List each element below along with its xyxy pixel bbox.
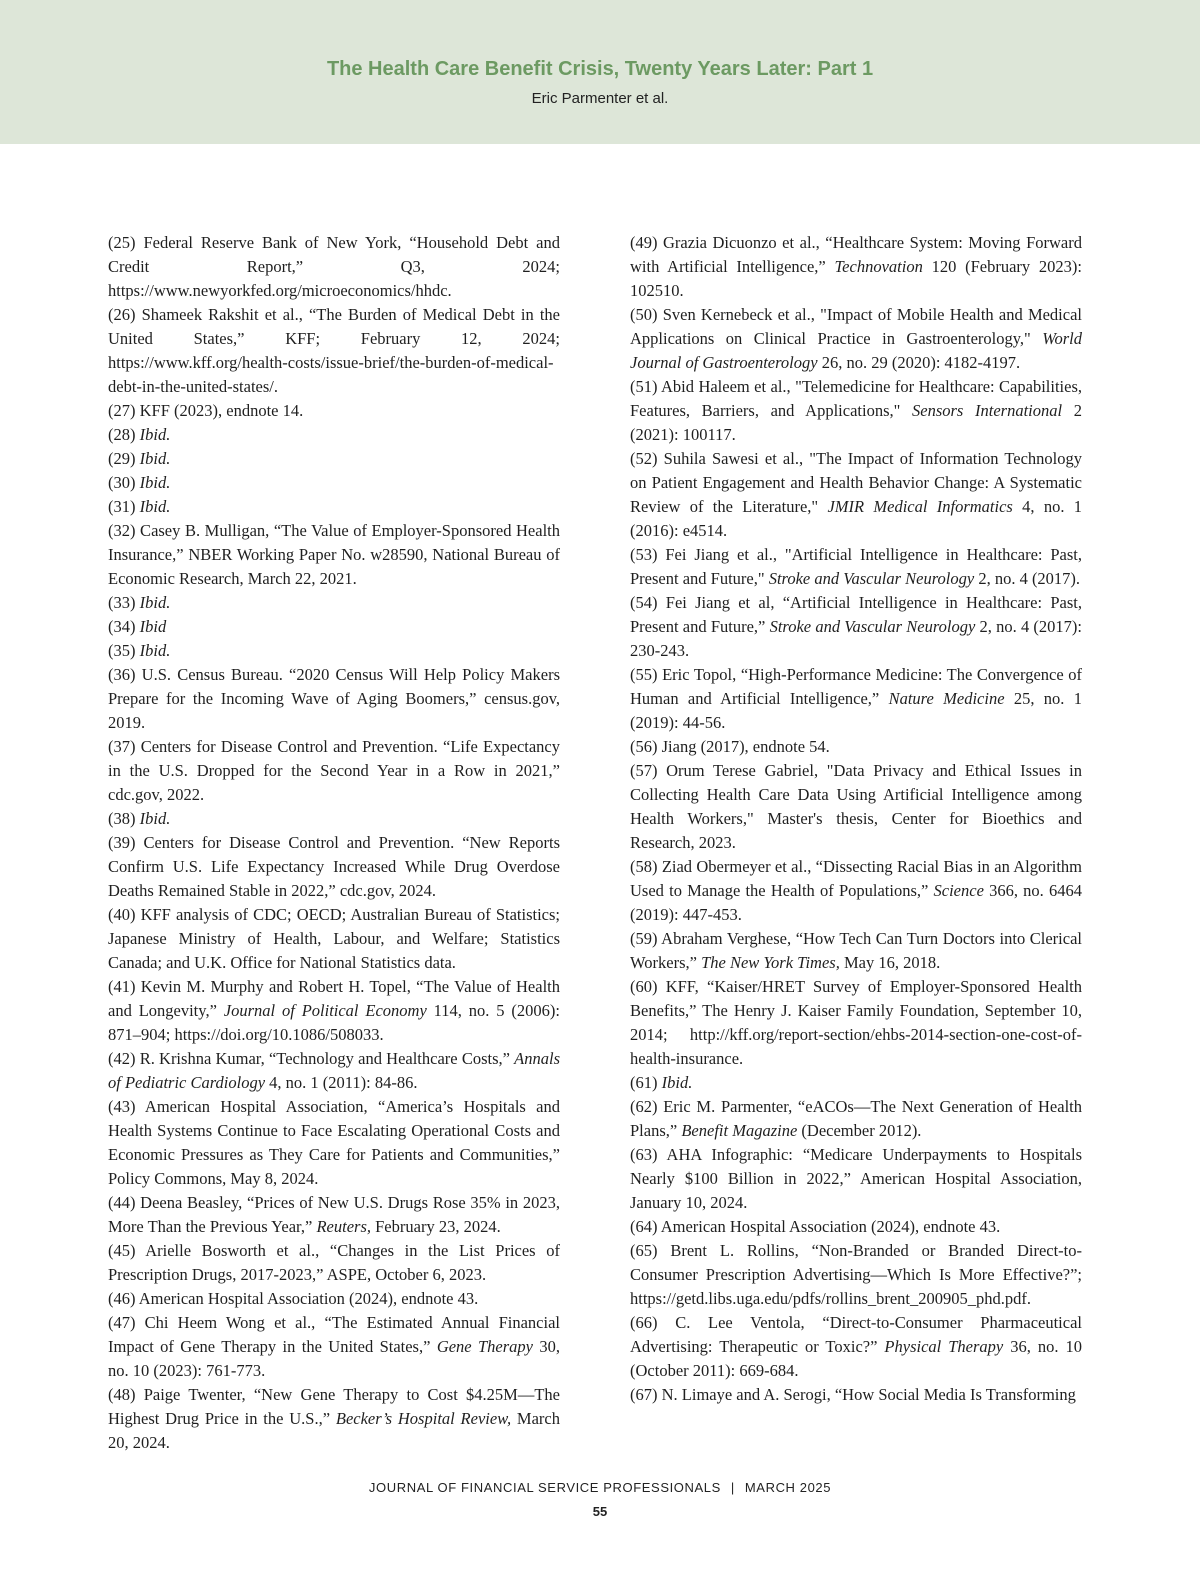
endnote: (38) Ibid. (108, 809, 171, 828)
endnote-italic: Technovation (834, 257, 923, 276)
endnote: (53) Fei Jiang et al., "Artificial Intelligence in Healthcare: Past, Present and Future," Stroke and Vascular Neurology 2, no. 4 (2017). (630, 545, 1082, 588)
endnote: (64) American Hospital Association (2024), endnote 43. (630, 1217, 1001, 1236)
endnote: (26) Shameek Rakshit et al., “The Burden of Medical Debt in the United States,” KFF; February 12, 2024; https://www.kff.org/health-costs/issue-brief/the-burden-of-medical-debt-in-the-united-states/. (108, 305, 560, 396)
endnote-italic: Ibid. (139, 473, 171, 492)
endnote: (51) Abid Haleem et al., "Telemedicine for Healthcare: Capabilities, Features, Barriers, and Applications," Sensors International 2 (2021): 100117. (630, 377, 1082, 444)
endnote: (46) American Hospital Association (2024), endnote 43. (108, 1289, 479, 1308)
endnote: (45) Arielle Bosworth et al., “Changes in the List Prices of Prescription Drugs, 2017-2023,” ASPE, October 6, 2023. (108, 1241, 560, 1284)
endnote: (59) Abraham Verghese, “How Tech Can Turn Doctors into Clerical Workers,” The New York Times, May 16, 2018. (630, 929, 1082, 972)
page-header (0, 0, 1200, 144)
issue-date: MARCH 2025 (744, 1480, 832, 1495)
endnote: (35) Ibid. (108, 641, 171, 660)
endnote: (66) C. Lee Ventola, “Direct-to-Consumer Pharmaceutical Advertising: Therapeutic or Toxic?” Physical Therapy 36, no. 10 (October 2011): 669-684. (630, 1313, 1082, 1380)
endnote-italic: The New York Times, (701, 953, 840, 972)
endnote: (42) R. Krishna Kumar, “Technology and Healthcare Costs,” Annals of Pediatric Cardiology 4, no. 1 (2011): 84-86. (108, 1049, 560, 1092)
endnote-italic: Journal of Political Economy (223, 1001, 427, 1020)
endnote: (37) Centers for Disease Control and Prevention. “Life Expectancy in the U.S. Dropped for the Second Year in a Row in 2021,” cdc.gov, 2022. (108, 737, 560, 804)
endnote-italic: Annals of Pediatric Cardiology (108, 1049, 560, 1092)
endnote-italic: Stroke and Vascular Neurology (769, 617, 976, 636)
endnote-italic: Benefit Magazine (681, 1121, 798, 1140)
endnote: (63) AHA Infographic: “Medicare Underpayments to Hospitals Nearly $100 Billion in 2022,” American Hospital Association, January 10, 2024. (630, 1145, 1082, 1212)
endnote-italic: JMIR Medical Informatics (827, 497, 1013, 516)
endnote: (48) Paige Twenter, “New Gene Therapy to Cost $4.25M—The Highest Drug Price in the U.S.,” Becker’s Hospital Review, March 20, 2024. (108, 1385, 560, 1452)
endnote: (43) American Hospital Association, “America’s Hospitals and Health Systems Continue to Face Escalating Operational Costs and Economic Pressures as They Care for Patients and Communities,” Policy Commons, May 8, 2024. (108, 1097, 560, 1188)
endnote: (33) Ibid. (108, 593, 171, 612)
endnote: (34) Ibid (108, 617, 167, 636)
endnote-italic: Ibid. (139, 449, 171, 468)
article-title: The Health Care Benefit Crisis, Twenty Years Later: Part 1 (326, 58, 874, 80)
page-number: 55 (592, 1504, 608, 1519)
endnote: (54) Fei Jiang et al, “Artificial Intelligence in Healthcare: Past, Present and Future,” Stroke and Vascular Neurology 2, no. 4 (2017): 230-243. (630, 593, 1082, 660)
footer-separator: | (730, 1480, 735, 1495)
endnote: (41) Kevin M. Murphy and Robert H. Topel, “The Value of Health and Longevity,” Journal of Political Economy 114, no. 5 (2006): 871–904; https://doi.org/10.1086/508033. (108, 977, 560, 1044)
endnote-italic: Science (933, 881, 984, 900)
endnote-italic: Physical Therapy (884, 1337, 1004, 1356)
endnote: (67) N. Limaye and A. Serogi, “How Social Media Is Transforming (630, 1385, 1076, 1404)
endnote: (40) KFF analysis of CDC; OECD; Australian Bureau of Statistics; Japanese Ministry of Health, Labour, and Welfare; Statistics Canada; and U.K. Office for National Statistics data. (108, 905, 560, 972)
endnote: (52) Suhila Sawesi et al., "The Impact of Information Technology on Patient Engagement and Health Behavior Change: A Systematic Review of the Literature," JMIR Medical Informatics 4, no. 1 (2016): e4514. (630, 449, 1083, 540)
endnote-italic: World Journal of Gastroenterology (630, 329, 1082, 372)
endnote: (31) Ibid. (108, 497, 171, 516)
endnote: (28) Ibid. (108, 425, 171, 444)
endnote: (60) KFF, “Kaiser/HRET Survey of Employer-Sponsored Health Benefits,” The Henry J. Kaiser Family Foundation, September 10, 2014; http://kff.org/report-section/ehbs-2014-section-one-cost-of-health-insurance. (630, 977, 1082, 1068)
endnote: (55) Eric Topol, “High-Performance Medicine: The Convergence of Human and Artificial Intelligence,” Nature Medicine 25, no. 1 (2019): 44-56. (630, 665, 1083, 732)
endnote: (32) Casey B. Mulligan, “The Value of Employer-Sponsored Health Insurance,” NBER Working Paper No. w28590, National Bureau of Economic Research, March 22, 2021. (108, 521, 560, 588)
endnote: (47) Chi Heem Wong et al., “The Estimated Annual Financial Impact of Gene Therapy in the United States,” Gene Therapy 30, no. 10 (2023): 761-773. (108, 1313, 560, 1380)
endnote: (29) Ibid. (108, 449, 171, 468)
endnote: (65) Brent L. Rollins, “Non-Branded or Branded Direct-to-Consumer Prescription Advertising—Which Is More Effective?”; https://getd.libs.uga.edu/pdfs/rollins_brent_200905_phd.pdf. (630, 1241, 1082, 1308)
endnote-italic: Sensors International (912, 401, 1063, 420)
endnote: (57) Orum Terese Gabriel, "Data Privacy and Ethical Issues in Collecting Health Care Data Using Artificial Intelligence among Health Workers," Master's thesis, Center for Bioethics and Research, 2023. (630, 761, 1082, 852)
endnote-italic: Ibid. (139, 809, 171, 828)
endnote: (27) KFF (2023), endnote 14. (108, 401, 304, 420)
endnote: (44) Deena Beasley, “Prices of New U.S. Drugs Rose 35% in 2023, More Than the Previous Year,” Reuters, February 23, 2024. (108, 1193, 560, 1236)
endnote-italic: Nature Medicine (888, 689, 1005, 708)
endnotes-right-column (630, 231, 1082, 1407)
endnote: (61) Ibid. (630, 1073, 693, 1092)
endnote: (50) Sven Kernebeck et al., "Impact of Mobile Health and Medical Applications on Clinical Practice in Gastroenterology," World Journal of Gastroenterology 26, no. 29 (2020): 4182-4197. (630, 305, 1082, 372)
endnotes-left-column (108, 231, 560, 1455)
endnote-italic: Stroke and Vascular Neurology (768, 569, 975, 588)
endnote-italic: Ibid. (661, 1073, 693, 1092)
endnote: (39) Centers for Disease Control and Prevention. “New Reports Confirm U.S. Life Expectancy Increased While Drug Overdose Deaths Remained Stable in 2022,” cdc.gov, 2024. (108, 833, 560, 900)
endnote: (30) Ibid. (108, 473, 171, 492)
endnote: (49) Grazia Dicuonzo et al., “Healthcare System: Moving Forward with Artificial Intelligence,” Technovation 120 (February 2023): 102510. (630, 233, 1082, 300)
journal-name: JOURNAL OF FINANCIAL SERVICE PROFESSIONALS (368, 1480, 721, 1495)
endnote-italic: Gene Therapy (436, 1337, 533, 1356)
endnote: (56) Jiang (2017), endnote 54. (630, 737, 830, 756)
endnote: (58) Ziad Obermeyer et al., “Dissecting Racial Bias in an Algorithm Used to Manage the Health of Populations,” Science 366, no. 6464 (2019): 447-453. (630, 857, 1082, 924)
article-authors: Eric Parmenter et al. (531, 90, 669, 107)
endnote-italic: Ibid. (139, 641, 171, 660)
endnote: (25) Federal Reserve Bank of New York, “Household Debt and Credit Report,” Q3, 2024; https://www.newyorkfed.org/microeconomics/hhdc. (108, 233, 560, 300)
endnote-italic: Reuters, (316, 1217, 371, 1236)
endnote: (36) U.S. Census Bureau. “2020 Census Will Help Policy Makers Prepare for the Incoming Wave of Aging Boomers,” census.gov, 2019. (108, 665, 560, 732)
endnote-italic: Ibid (139, 617, 167, 636)
footer-journal-line (0, 1480, 1200, 1495)
endnote-italic: Becker’s Hospital Review, (335, 1409, 512, 1428)
endnote-italic: Ibid. (139, 497, 171, 516)
endnote-italic: Ibid. (139, 593, 171, 612)
endnote-italic: Ibid. (139, 425, 171, 444)
endnote: (62) Eric M. Parmenter, “eACOs—The Next Generation of Health Plans,” Benefit Magazine (December 2012). (630, 1097, 1082, 1140)
